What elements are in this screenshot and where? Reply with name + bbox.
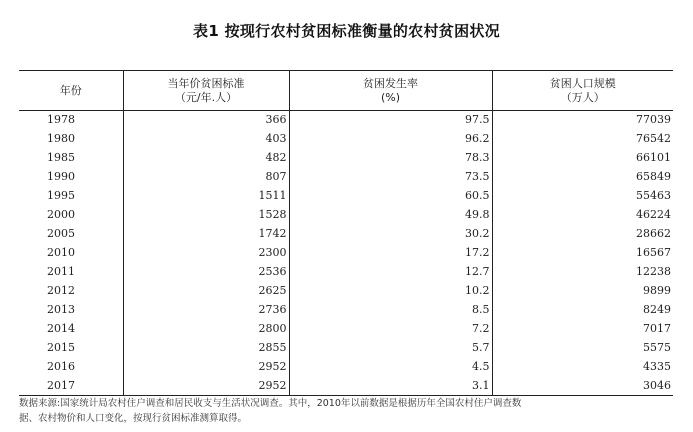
cell-year: 2000 [47,208,75,221]
cell-poor-population: 76542 [492,130,673,149]
cell-poverty-rate: 96.2 [289,130,492,149]
header-poverty-line [123,71,289,111]
header-poverty-line-unit: （元/年.人） [174,90,238,104]
cell-poor-population: 55463 [492,187,673,206]
header-poverty-rate-unit: (%) [380,90,401,104]
cell-poverty-rate: 10.2 [289,282,492,301]
cell-year: 2016 [47,360,75,373]
table-row [19,187,673,206]
cell-poverty-line: 1742 [123,225,289,244]
cell-poverty-line: 2952 [123,377,289,396]
cell-poverty-rate: 8.5 [289,301,492,320]
cell-poor-population: 4335 [492,358,673,377]
cell-poverty-rate: 78.3 [289,149,492,168]
cell-poverty-rate: 30.2 [289,225,492,244]
cell-poor-population: 12238 [492,263,673,282]
cell-poverty-rate: 3.1 [289,377,492,396]
cell-year: 2005 [47,227,75,240]
cell-poverty-line: 1528 [123,206,289,225]
header-poor-population [492,71,673,111]
table-row [19,263,673,282]
cell-poverty-line: 807 [123,168,289,187]
header-poor-population-label: 贫困人口规模 [549,76,616,90]
header-year [19,71,123,111]
header-year-label: 年份 [59,83,82,97]
table-row [19,225,673,244]
poverty-table [19,70,673,396]
source-note-line-1: 数据来源:国家统计局农村住户调查和居民收支与生活状况调查。其中，2010年以前数据是根据历年全国农村住户调查数 [19,398,522,409]
cell-poverty-rate: 97.5 [289,111,492,130]
table-row [19,244,673,263]
table-row [19,377,673,396]
cell-poverty-line: 2536 [123,263,289,282]
cell-poverty-line: 366 [123,111,289,130]
cell-poverty-line: 1511 [123,187,289,206]
header-poverty-line-label: 当年价贫困标准 [167,76,245,90]
cell-poverty-line: 2300 [123,244,289,263]
header-poor-population-unit: （万人） [560,90,605,104]
cell-year: 1990 [47,170,75,183]
table-row [19,320,673,339]
table-row [19,130,673,149]
cell-poverty-rate: 60.5 [289,187,492,206]
cell-poverty-line: 2625 [123,282,289,301]
table-row [19,206,673,225]
header-poverty-rate-label: 贫困发生率 [363,76,418,90]
table-row [19,111,673,130]
cell-poverty-rate: 12.7 [289,263,492,282]
cell-poverty-line: 2800 [123,320,289,339]
cell-year: 2015 [47,341,75,354]
table-row [19,282,673,301]
cell-poor-population: 8249 [492,301,673,320]
header-poverty-rate [289,71,492,111]
table-header [19,71,673,111]
cell-poverty-line: 2855 [123,339,289,358]
table-row [19,149,673,168]
cell-poor-population: 5575 [492,339,673,358]
cell-poor-population: 16567 [492,244,673,263]
source-note [19,396,679,426]
cell-year: 2012 [47,284,75,297]
cell-poor-population: 9899 [492,282,673,301]
cell-poor-population: 65849 [492,168,673,187]
table-row [19,339,673,358]
cell-poverty-line: 482 [123,149,289,168]
cell-poverty-rate: 7.2 [289,320,492,339]
cell-poor-population: 46224 [492,206,673,225]
table-row [19,301,673,320]
cell-year: 1995 [47,189,75,202]
cell-poverty-rate: 49.8 [289,206,492,225]
cell-poverty-rate: 73.5 [289,168,492,187]
cell-poverty-line: 2952 [123,358,289,377]
cell-poor-population: 77039 [492,111,673,130]
table-row [19,358,673,377]
cell-poverty-line: 403 [123,130,289,149]
cell-poor-population: 28662 [492,225,673,244]
cell-year: 2014 [47,322,75,335]
cell-year: 2011 [47,265,75,278]
table-body [19,111,673,396]
source-note-line-2: 据、农村物价和人口变化，按现行贫困标准测算取得。 [19,413,248,424]
cell-year: 2013 [47,303,75,316]
cell-year: 2017 [19,377,123,396]
cell-year: 1978 [47,113,75,127]
table-title: 表1 按现行农村贫困标准衡量的农村贫困状况 [193,22,500,40]
cell-year: 2010 [47,246,75,259]
cell-poor-population: 7017 [492,320,673,339]
cell-poverty-line: 2736 [123,301,289,320]
cell-year: 1985 [47,151,75,164]
header-row [19,71,673,111]
cell-poverty-rate: 17.2 [289,244,492,263]
cell-poor-population: 66101 [492,149,673,168]
table-row [19,168,673,187]
cell-poor-population: 3046 [492,377,673,396]
cell-poverty-rate: 4.5 [289,358,492,377]
cell-year: 1980 [47,132,75,145]
cell-poverty-rate: 5.7 [289,339,492,358]
